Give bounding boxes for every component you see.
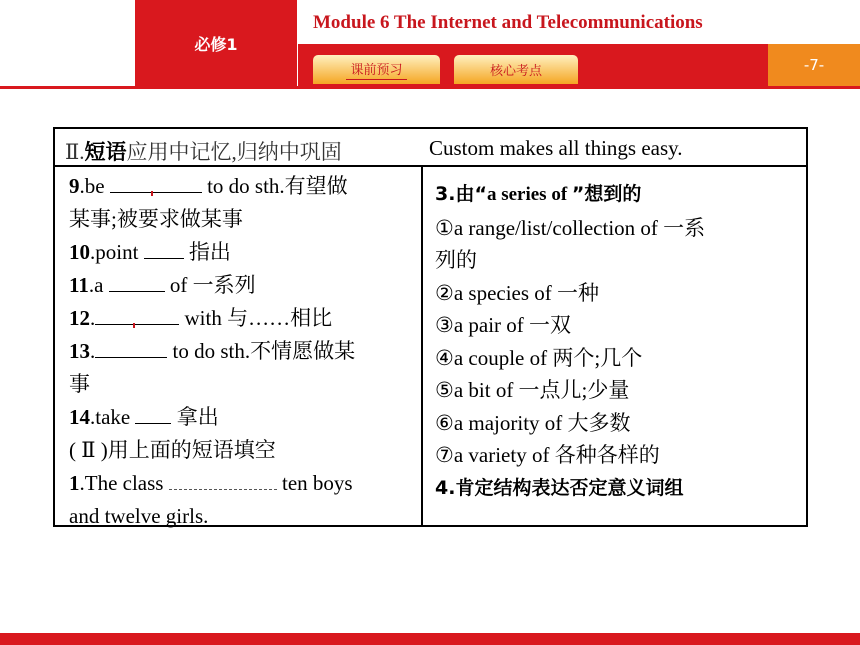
- line-text: .: [90, 339, 96, 363]
- page-number: -7-: [768, 44, 860, 86]
- notes-number: 3.: [435, 183, 456, 205]
- line-text: .The class: [79, 471, 169, 495]
- answer-blank[interactable]: [169, 469, 277, 490]
- tab-preview[interactable]: [313, 55, 440, 84]
- phrase-item: ②a species of 一种: [435, 280, 600, 305]
- exercise-line: [69, 170, 409, 203]
- module-title: Module 6 The Internet and Telecommunications: [313, 12, 703, 33]
- exercise-line: [69, 500, 409, 533]
- notes-keyword: a series of: [486, 184, 572, 205]
- notes-text: 由“: [455, 183, 487, 205]
- line-text: of 一系列: [164, 273, 256, 297]
- item-number: 11: [69, 273, 89, 297]
- exercise-line: [69, 467, 409, 500]
- item-number: 12: [69, 306, 90, 330]
- phrase-item: ⑤a bit of 一点儿;少量: [435, 378, 630, 402]
- exercise-line: [69, 203, 409, 236]
- line-text: and twelve girls.: [69, 504, 209, 528]
- phrase-item: ⑥a majority of 大多数: [435, 410, 631, 435]
- notes-heading: [435, 178, 795, 212]
- section-subtitle: 应用中记忆,归纳中巩固: [126, 140, 342, 164]
- item-number: 9: [69, 174, 80, 198]
- proverb: Custom makes all things easy.: [429, 136, 683, 160]
- phrase-item: ③a pair of 一双: [435, 313, 572, 337]
- line-text: .take: [90, 405, 136, 429]
- line-text: ( Ⅱ )用上面的短语填空: [69, 438, 276, 462]
- notes-footer: 4.肯定结构表达否定意义词组: [435, 476, 684, 499]
- line-text: 某事;被要求做某事: [69, 207, 243, 231]
- tab-core-points-label: 核心考点: [489, 64, 542, 79]
- line-text: 拿出: [171, 405, 219, 429]
- table-header-row: [55, 129, 806, 167]
- header-rule: [0, 86, 860, 89]
- line-text: .be: [79, 174, 110, 198]
- section-keyword: 短语: [84, 140, 127, 164]
- tab-core-points[interactable]: [454, 55, 578, 84]
- answer-blank[interactable]: [110, 172, 202, 193]
- footer-rule: [0, 633, 860, 645]
- item-number: 14: [69, 405, 90, 429]
- phrase-item: ④a couple of 两个;几个: [435, 345, 643, 370]
- item-number: 10: [69, 240, 90, 264]
- phrase-item: ⑦a variety of 各种各样的: [435, 443, 660, 467]
- item-number: 13: [69, 339, 90, 363]
- phrase-item: 列的: [435, 248, 477, 272]
- line-text: to do sth.不情愿做某: [167, 339, 356, 363]
- phrase-table: [53, 127, 808, 527]
- answer-blank[interactable]: [109, 271, 165, 292]
- section-heading: [65, 136, 342, 166]
- line-text: .a: [88, 273, 109, 297]
- answer-blank[interactable]: [95, 304, 179, 325]
- column-divider: [421, 165, 423, 527]
- exercise-line: [69, 335, 409, 368]
- exercise-line: [69, 269, 409, 302]
- section-number: Ⅱ.: [65, 140, 85, 164]
- book-badge: 必修1: [135, 0, 297, 86]
- answer-blank[interactable]: [135, 403, 171, 424]
- exercise-line: [69, 434, 409, 467]
- exercise-line: [69, 236, 409, 269]
- tab-preview-label: 课前预习: [346, 59, 406, 80]
- exercise-line: [69, 302, 409, 335]
- answer-blank[interactable]: [144, 238, 184, 259]
- exercise-line: [69, 401, 409, 434]
- item-number: 1: [69, 471, 80, 495]
- answer-blank[interactable]: [95, 337, 167, 358]
- exercise-line: [69, 368, 409, 401]
- line-text: .: [90, 306, 96, 330]
- line-text: with 与……相比: [179, 306, 333, 330]
- line-text: .point: [90, 240, 144, 264]
- phrase-notes-column: [435, 178, 795, 504]
- exercise-column: [69, 170, 409, 533]
- line-text: ten boys: [276, 471, 353, 495]
- line-text: to do sth.有望做: [201, 174, 348, 198]
- line-text: 事: [69, 372, 90, 396]
- phrase-item: ①a range/list/collection of 一系: [435, 215, 706, 240]
- notes-text: ”想到的: [571, 183, 642, 205]
- line-text: 指出: [183, 240, 231, 264]
